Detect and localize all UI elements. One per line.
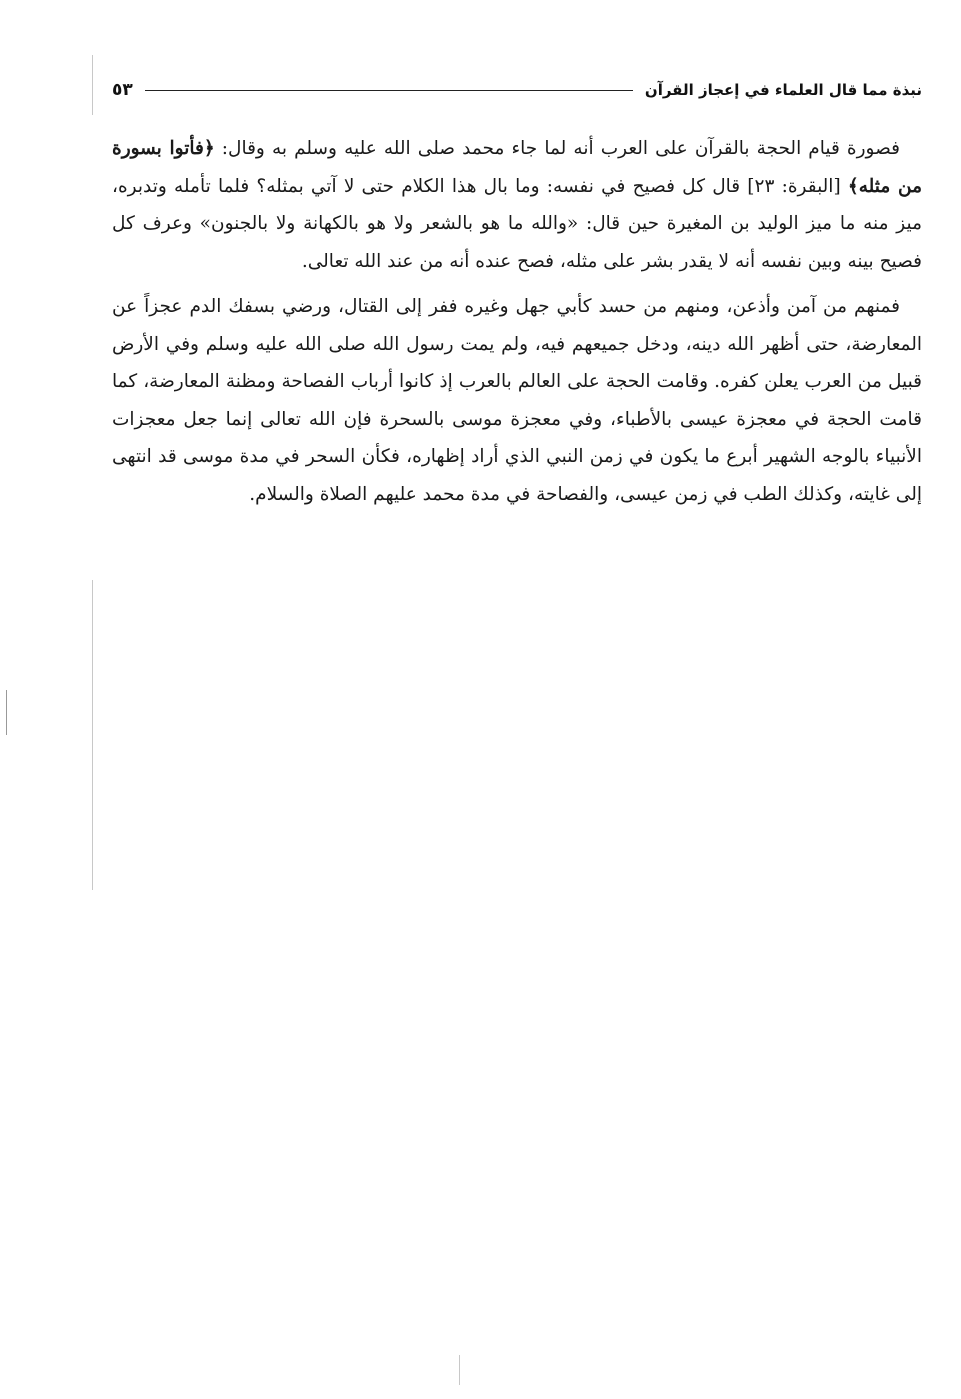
paragraph (112, 130, 922, 280)
paragraph (112, 288, 922, 513)
paragraph-text: فصورة قيام الحجة بالقرآن على العرب أنه لما جاء محمد صلى الله عليه وسلم به وقال: (214, 138, 900, 159)
scan-edge-mark (92, 55, 93, 115)
running-header (112, 78, 922, 102)
paragraph-text: [البقرة: ٢٣] قال كل فصيح في نفسه: وما بال هذا الكلام حتى لا آتي بمثله؟ فلما تأمله وتدبره، ميز منه ما ميز الوليد بن المغيرة حين قال: «والله ما هو بالشعر ولا هو بالكهانة ولا بالجنون» وعرف كل فصيح بينه وبين نفسه أنه لا يقدر بشر على مثله، فصح عنده أنه من عند الله تعالى. (112, 175, 922, 272)
paragraph-text: فمنهم من آمن وأذعن، ومنهم من حسد كأبي جهل وغيره ففر إلى القتال، ورضي بسفك الدم عجزاً عن المعارضة، حتى أظهر الله دينه، ودخل جميعهم فيه، ولم يمت رسول الله صلى الله عليه وسلم وفي الأرض قبيل من العرب يعلن كفره. وقامت الحجة على العالم بالعرب إذ كانوا أرباب الفصاحة ومظنة المعارضة، كما قامت الحجة في معجزة عيسى بالأطباء، وفي معجزة موسى بالسحرة فإن الله تعالى إنما جعل معجزات الأنبياء بالوجه الشهير أبرع ما يكون في زمن النبي الذي أراد إظهاره، فكأن السحر في مدة موسى قد انتهى إلى غايته، وكذلك الطب في زمن عيسى، والفصاحة في مدة محمد عليهم الصلاة والسلام. (112, 296, 922, 505)
page-number: ٥٣ (112, 80, 133, 100)
body-text (112, 130, 922, 513)
header-rule (145, 90, 633, 91)
running-header-title: نبذة مما قال العلماء في إعجاز القرآن (644, 81, 922, 99)
scan-edge-mark (459, 1355, 460, 1385)
scan-edge-mark (92, 580, 93, 890)
scan-edge-mark (6, 690, 7, 735)
quran-quote: ﴿فأتوا بسورة من مثله﴾ (112, 138, 922, 197)
